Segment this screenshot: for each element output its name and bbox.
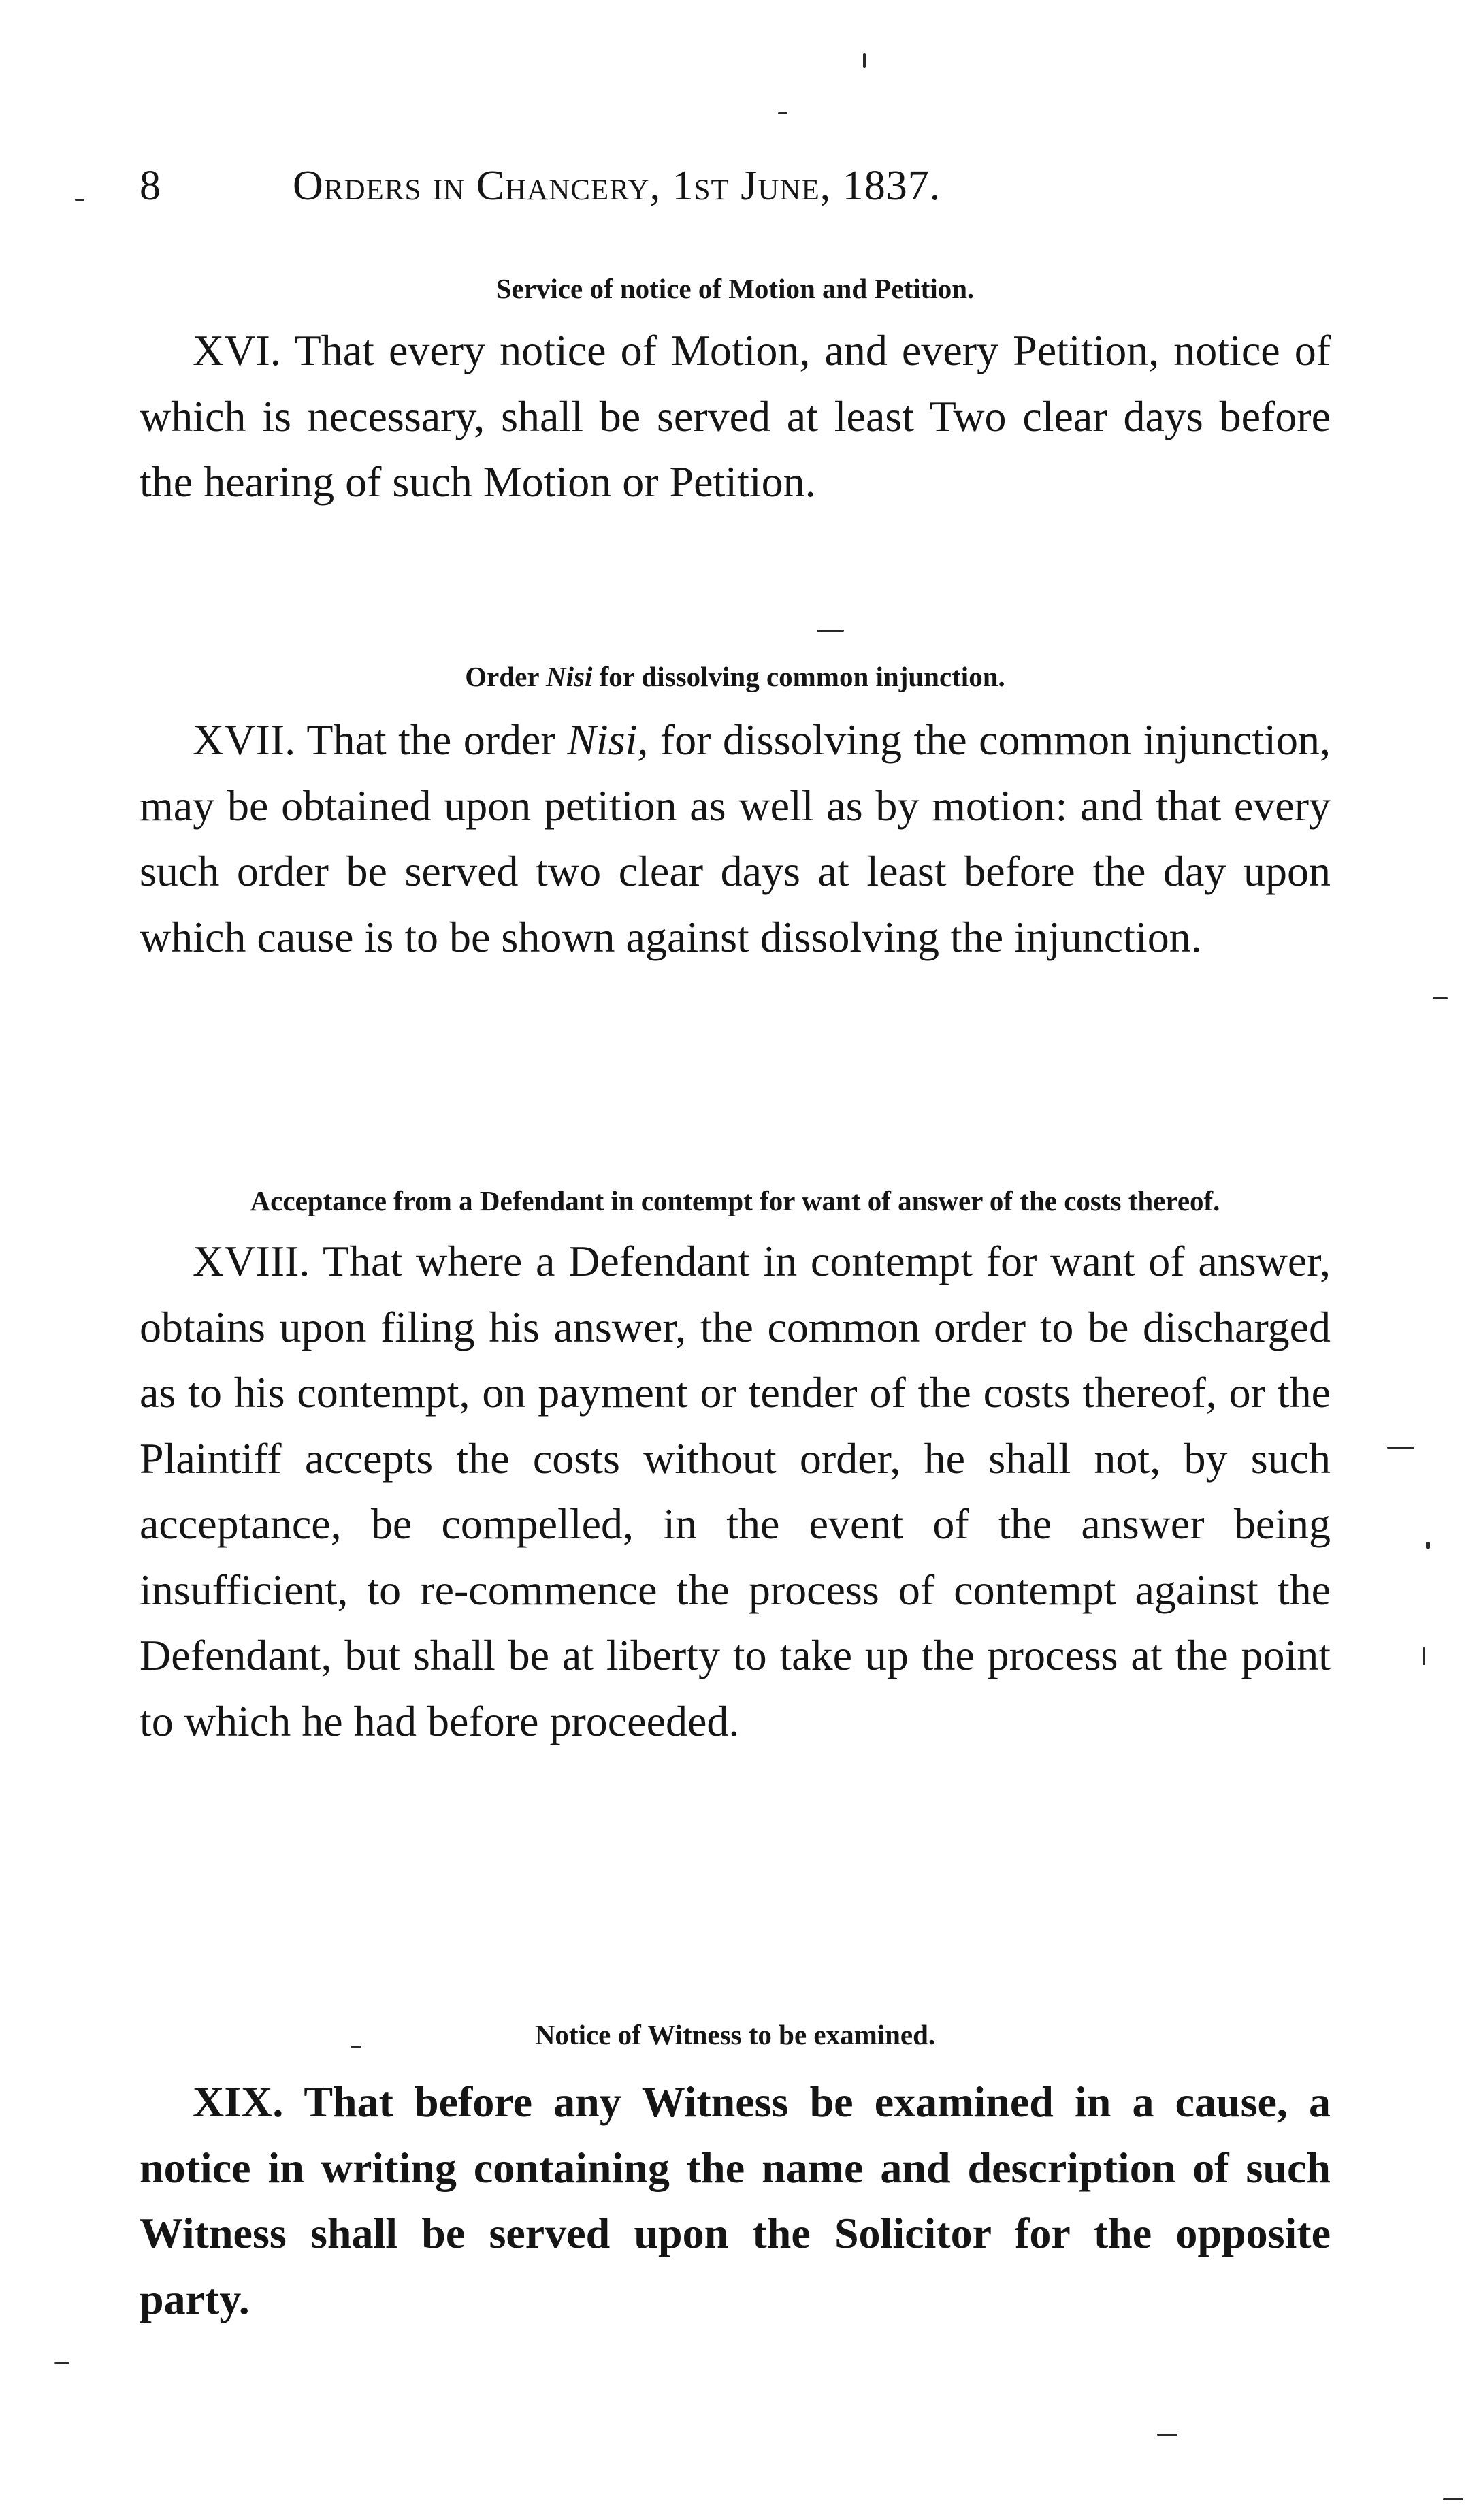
order-numeral: XVIII. [193, 1237, 310, 1285]
page-header [140, 155, 1358, 216]
side-note-italic: Nisi [546, 661, 593, 692]
order-paragraph [140, 318, 1331, 515]
side-note: Notice of Witness to be examined. [534, 2019, 936, 2050]
side-note: Acceptance from a Defendant in contempt for want of answer of the costs thereof. [250, 1185, 1220, 1216]
order-numeral: XVII. [193, 715, 296, 764]
scan-speck [1443, 2498, 1463, 2500]
order-paragraph [140, 707, 1331, 970]
order-paragraph [140, 2069, 1331, 2332]
order-numeral: XIX. [193, 2078, 284, 2126]
side-note-suffix: for dissolving common injunction. [599, 661, 1005, 692]
running-title: Orders in Chancery, 1st June, 1837. [293, 163, 941, 209]
scan-speck [1433, 997, 1448, 999]
section-xviii [140, 1181, 1331, 1754]
order-text: That where a Defendant in contempt for want of answer, obtains upon filing his answer, the common order to be discharged as to his contempt, on payment or tender of the costs thereof, or the Plaintiff accepts the costs without order, he shall not, by such acceptance, be compelled, in the event of the answer being insufficient, to re-commence the process of contempt against the Defendant, but shall be at liberty to take up the process at the point to which he had before proceeded. [140, 1237, 1331, 1745]
scan-speck [75, 199, 84, 201]
order-text: That every notice of Motion, and every Petition, notice of which is necessary, shall be served at least Two clear days before the hearing of such Motion or Petition. [140, 326, 1331, 506]
scan-speck [351, 2046, 361, 2048]
scan-speck [863, 53, 866, 68]
scan-speck [1157, 2434, 1177, 2436]
scan-speck [1426, 1542, 1430, 1549]
section-xvii [140, 657, 1331, 970]
section-xix [140, 2015, 1331, 2332]
scan-speck [778, 112, 787, 114]
order-text-italic: Nisi, [567, 715, 649, 764]
side-note [140, 657, 1331, 696]
scan-speck [1387, 1447, 1414, 1449]
section-xvi [140, 269, 1331, 515]
order-paragraph [140, 1229, 1331, 1754]
scan-speck [54, 2362, 69, 2364]
scan-speck [817, 630, 844, 632]
order-text: for dissolving the common injunction, may be obtained upon petition as well as by motion: and that every such order be served two clear days at least before the day upon which cause is to be shown against dissolving the injunction. [140, 715, 1331, 961]
scan-speck [1423, 1647, 1425, 1665]
order-text-lead: That the order [306, 715, 555, 764]
order-numeral: XVI. [193, 326, 281, 374]
page-number: 8 [140, 163, 161, 209]
order-text: That before any Witness be examined in a cause, a notice in writing containing the name and description of such Witness shall be served upon the Solicitor for the opposite party. [140, 2078, 1331, 2323]
side-note: Service of notice of Motion and Petition. [495, 273, 975, 304]
side-note-prefix: Order [465, 661, 539, 692]
